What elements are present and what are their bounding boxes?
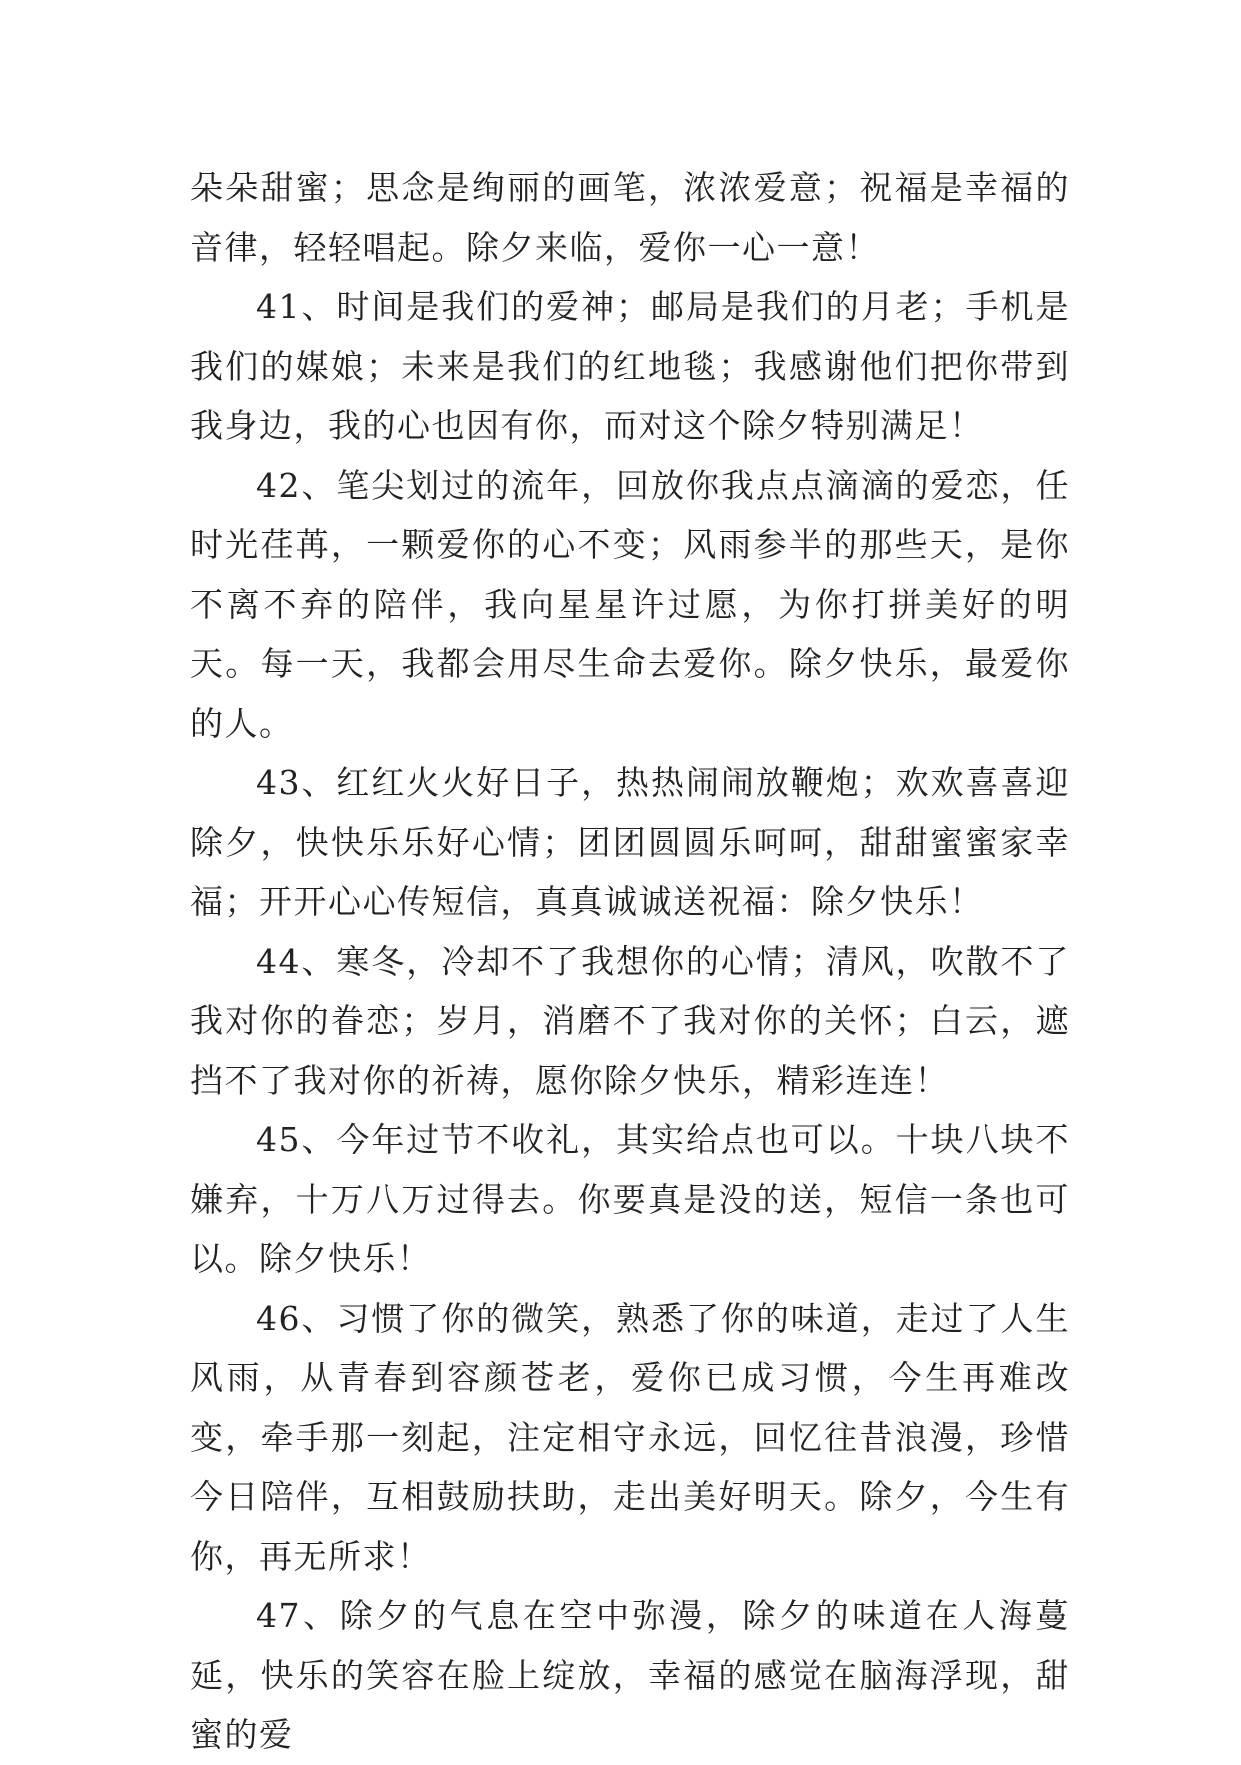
paragraph-continued: 朵朵甜蜜；思念是绚丽的画笔，浓浓爱意；祝福是幸福的音律，轻轻唱起。除夕来临，爱你一心一意！ [190,168,1070,267]
paragraph-44: 44、寒冬，冷却不了我想你的心情；清风，吹散不了我对你的眷恋；岁月，消磨不了我对你的关怀；白云，遮挡不了我对你的祈祷，愿你除夕快乐，精彩连连！ [190,941,1070,1100]
paragraph-41: 41、时间是我们的爱神；邮局是我们的月老；手机是我们的媒娘；未来是我们的红地毯；我感谢他们把你带到我身边，我的心也因有你，而对这个除夕特别满足！ [190,287,1070,445]
paragraph-45: 45、今年过节不收礼，其实给点也可以。十块八块不嫌弃，十万八万过得去。你要真是没的送，短信一条也可以。除夕快乐！ [190,1120,1070,1278]
document-body [190,158,1070,1765]
paragraph-47: 47、除夕的气息在空中弥漫，除夕的味道在人海蔓延，快乐的笑容在脸上绽放，幸福的感觉在脑海浮现，甜蜜的爱 [190,1596,1070,1754]
paragraph-42: 42、笔尖划过的流年，回放你我点点滴滴的爱恋，任时光荏苒，一颗爱你的心不变；风雨参半的那些天，是你不离不弃的陪伴，我向星星许过愿，为你打拼美好的明天。每一天，我都会用尽生命去爱你。除夕快乐，最爱你的人。 [190,465,1070,743]
paragraph-43: 43、红红火火好日子，热热闹闹放鞭炮；欢欢喜喜迎除夕，快快乐乐好心情；团团圆圆乐呵呵，甜甜蜜蜜家幸福；开开心心传短信，真真诚诚送祝福：除夕快乐！ [190,763,1070,921]
paragraph-46: 46、习惯了你的微笑，熟悉了你的味道，走过了人生风雨，从青春到容颜苍老，爱你已成习惯，今生再难改变，牵手那一刻起，注定相守永远，回忆往昔浪漫，珍惜今日陪伴，互相鼓励扶助，走出美好明天。除夕，今生有你，再无所求！ [190,1298,1070,1576]
